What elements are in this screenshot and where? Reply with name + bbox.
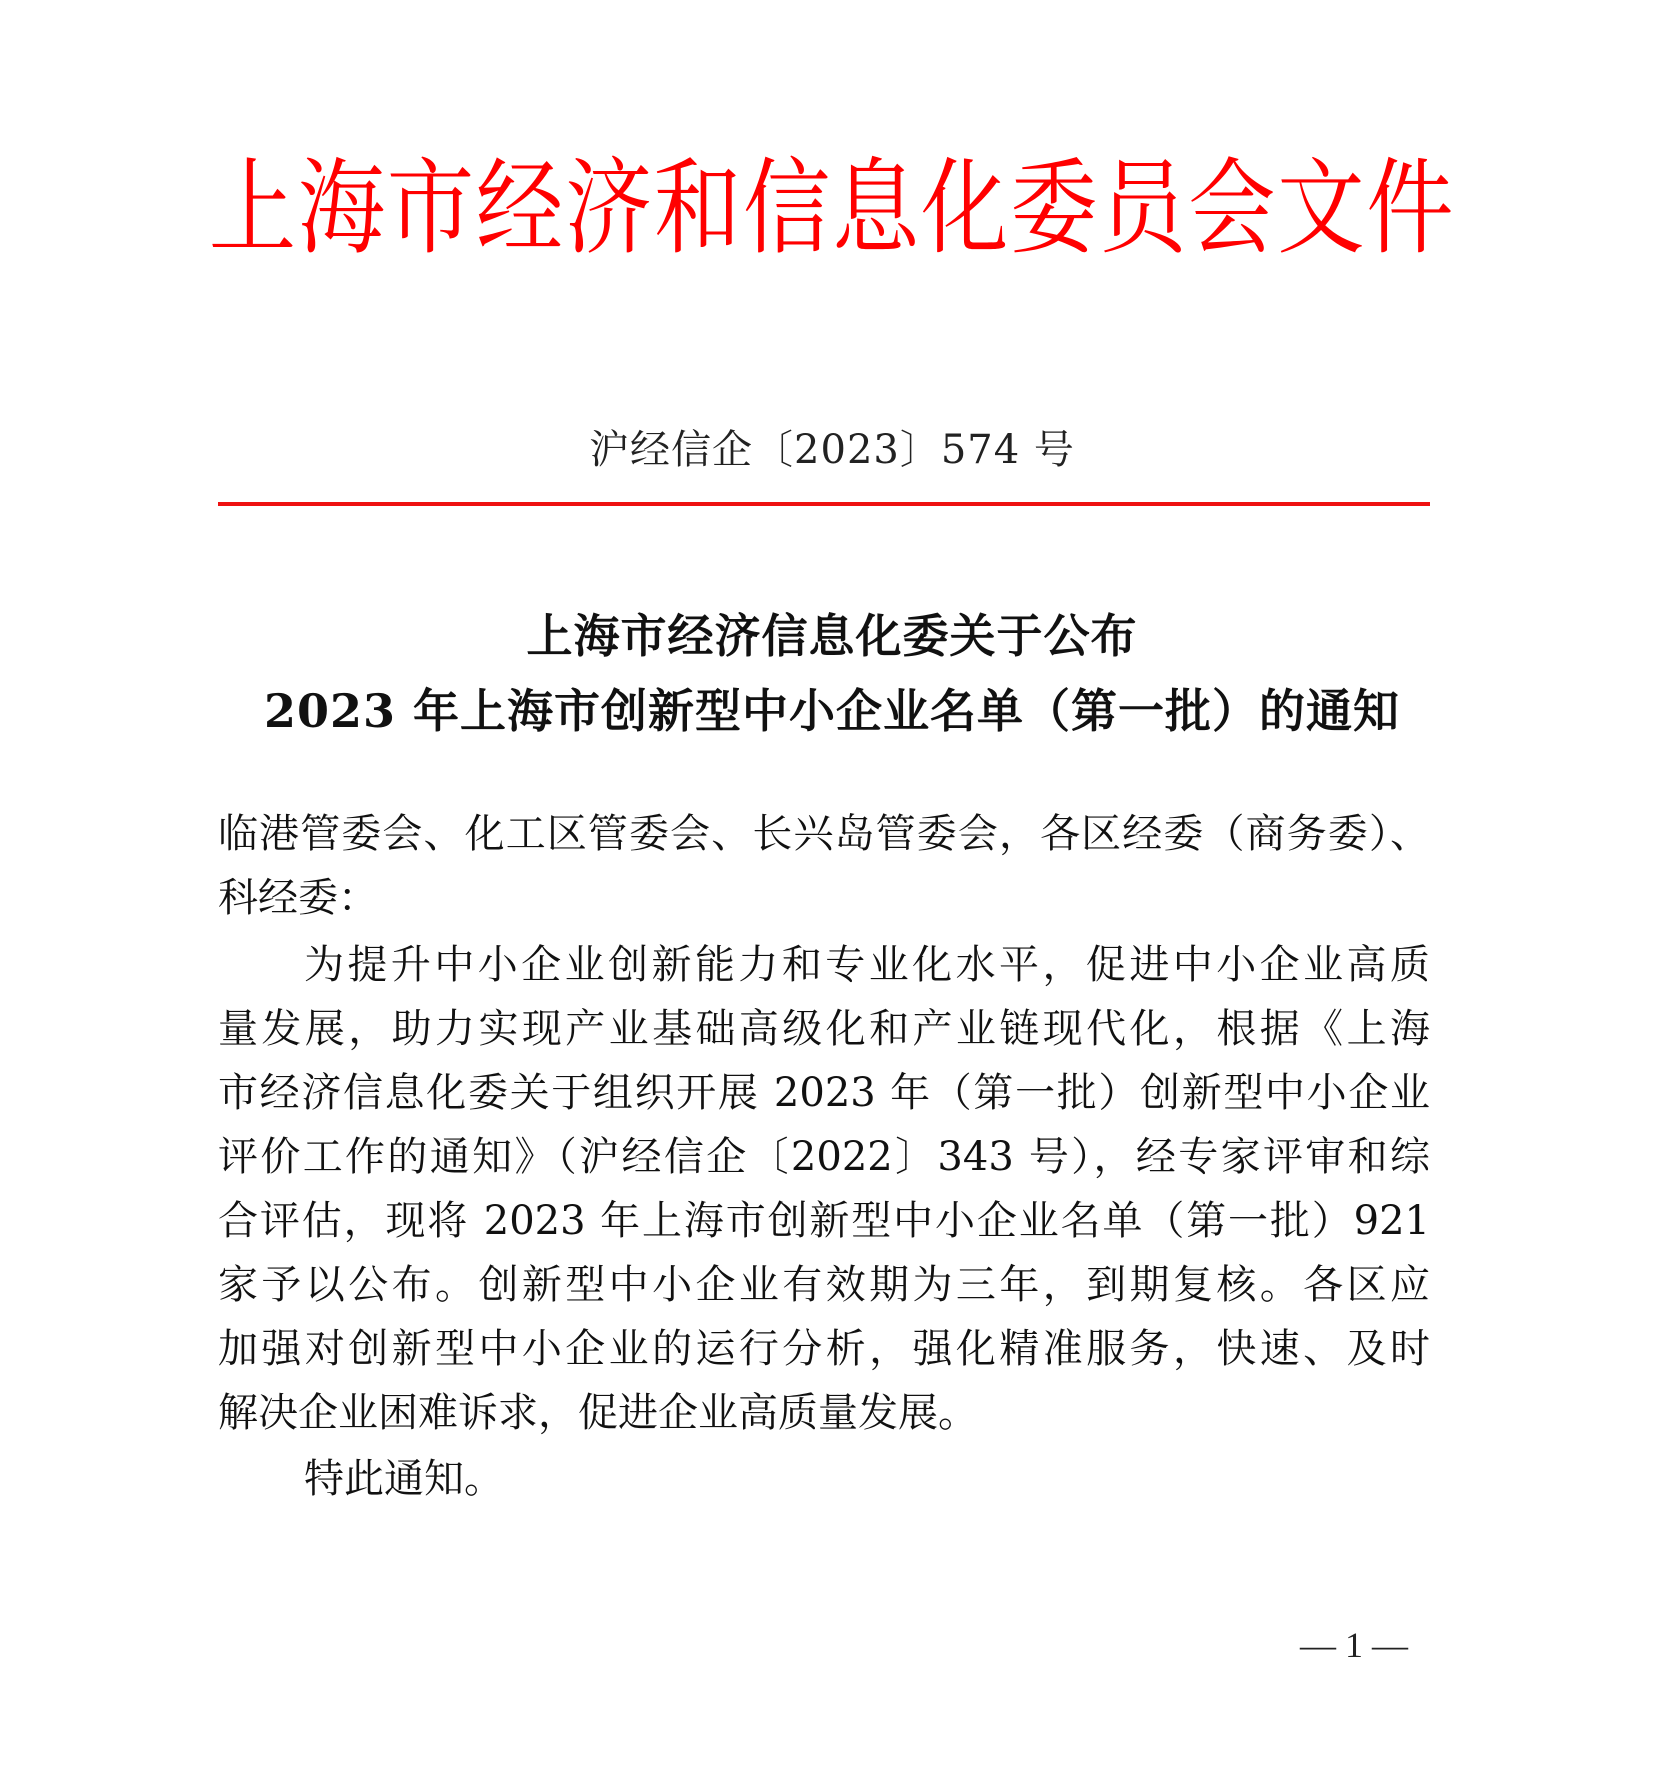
body-paragraph-line: 市经济信息化委关于组织开展 2023 年（第一批）创新型中小企业 [218,1070,1430,1116]
body-paragraph-line: 家予以公布。创新型中小企业有效期为三年，到期复核。各区应 [218,1262,1430,1308]
closing-line: 特此通知。 [304,1456,504,1502]
body-paragraph-line: 评价工作的通知》（沪经信企〔2022〕343 号），经专家评审和综 [218,1134,1430,1180]
body-paragraph-line: 加强对创新型中小企业的运行分析，强化精准服务，快速、及时 [218,1326,1430,1372]
body-paragraph-line: 合评估，现将 2023 年上海市创新型中小企业名单（第一批）921 [218,1198,1430,1244]
addressee-line-1: 临港管委会、化工区管委会、长兴岛管委会，各区经委（商务委）、 [218,811,1430,857]
notice-title-line-2: 2023 年上海市创新型中小企业名单（第一批）的通知 [263,684,1401,738]
document-masthead: 上海市经济和信息化委员会文件 [208,147,1456,269]
body-paragraph-line: 为提升中小企业创新能力和专业化水平，促进中小企业高质 [304,942,1430,988]
red-divider-rule [218,502,1430,506]
addressee-line-2: 科经委： [218,875,378,921]
notice-title-line-1: 上海市经济信息化委关于公布 [526,609,1138,663]
page-number: — 1 — [1300,1625,1408,1665]
body-paragraph-line: 解决企业困难诉求，促进企业高质量发展。 [218,1390,978,1436]
document-number: 沪经信企〔2023〕574 号 [589,427,1075,473]
body-paragraph-line: 量发展，助力实现产业基础高级化和产业链现代化，根据《上海 [218,1006,1430,1052]
